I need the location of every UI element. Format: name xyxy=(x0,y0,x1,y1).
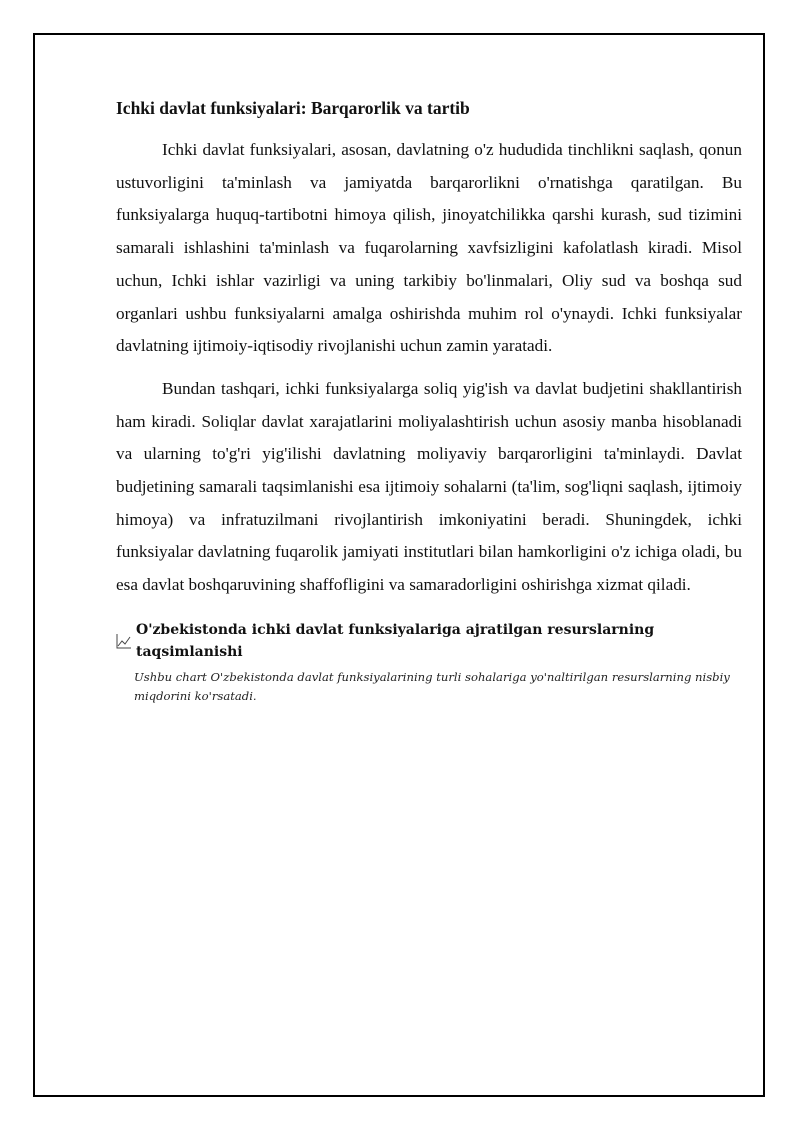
section-heading: Ichki davlat funksiyalari: Barqarorlik va tartib xyxy=(116,98,470,118)
document-body xyxy=(116,96,742,706)
chart-line-icon xyxy=(116,633,132,649)
chart-caption-description: Ushbu chart O'zbekistonda davlat funksiyalarining turli sohalariga yo'naltirilgan resurslarning nisbiy miqdorini ko'rsatadi. xyxy=(134,669,730,703)
chart-caption xyxy=(116,619,742,663)
paragraph-2: Bundan tashqari, ichki funksiyalarga soliq yig'ish va davlat budjetini shakllantirish ham kiradi. Soliqlar davlat xarajatlarini moliyalashtirish uchun asosiy manba hisoblanadi va ularning to'g'ri yig'ilishi davlatning moliyaviy barqarorligini ta'minlaydi. Davlat budjetining samarali taqsimlanishi esa ijtimoiy sohalarni (ta'lim, sog'liqni saqlash, ijtimoiy himoya) va infratuzilmani rivojlantirish imkoniyatini beradi. Shuningdek, ichki funksiyalar davlatning fuqarolik jamiyati institutlari bilan hamkorligini o'z ichiga oladi, bu esa davlat boshqaruvining shaffofligini va samaradorligini oshirishga xizmat qiladi. xyxy=(116,378,742,595)
paragraph-1: Ichki davlat funksiyalari, asosan, davlatning o'z hududida tinchlikni saqlash, qonun ustuvorligini ta'minlash va jamiyatda barqarorlikni o'rnatishga qaratilgan. Bu funksiyalarga huquq-tartibotni himoya qilish, jinoyatchilikka qarshi kurash, sud tizimini samarali ishlashini ta'minlash va fuqarolarning xavfsizligini kafolatlash kiradi. Misol uchun, Ichki ishlar vazirligi va uning tarkibiy bo'linmalari, Oliy sud va boshqa sud organlari ushbu funksiyalarni amalga oshirishda muhim rol o'ynaydi. Ichki funksiyalar davlatning ijtimoiy-iqtisodiy rivojlanishi uchun zamin yaratadi. xyxy=(116,140,742,356)
chart-caption-title: O'zbekistonda ichki davlat funksiyalariga ajratilgan resurslarning taqsimlanishi xyxy=(136,621,655,660)
